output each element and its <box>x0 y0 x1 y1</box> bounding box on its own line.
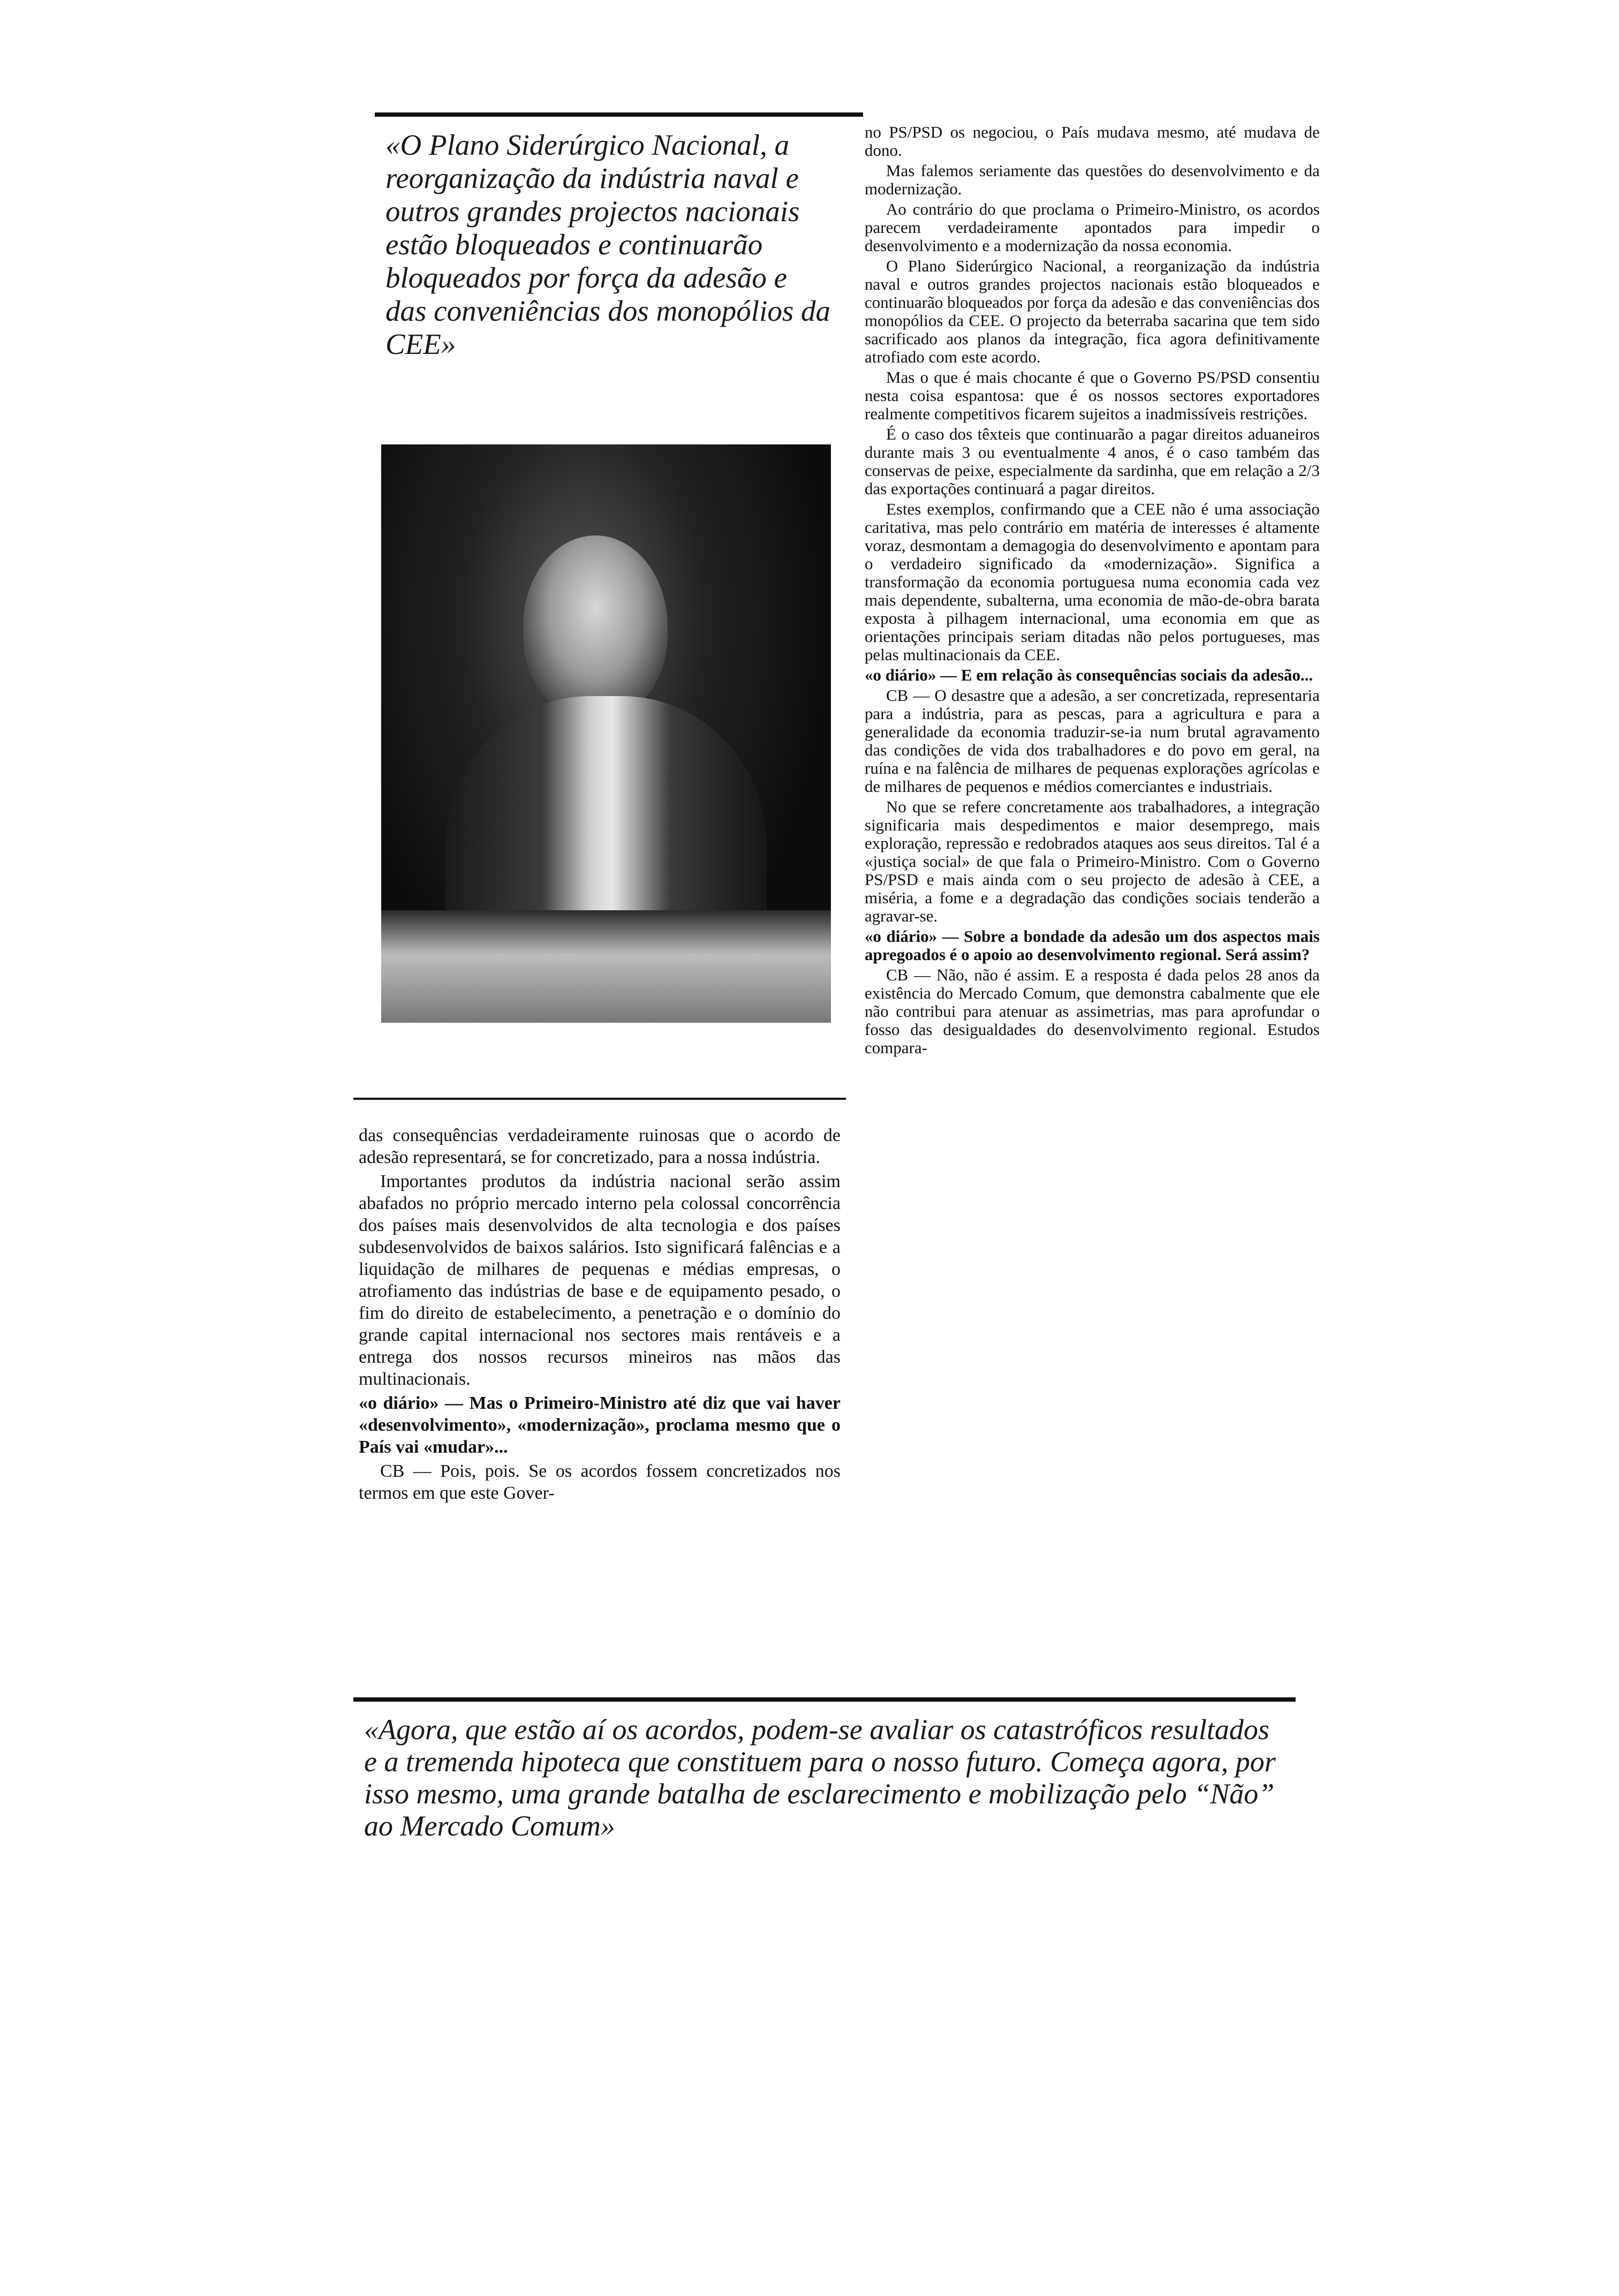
portrait-head <box>523 535 668 718</box>
bottom-rule <box>353 1697 1296 1702</box>
top-pull-quote: «O Plano Siderúrgico Nacional, a reorganização da indústria naval e outros grandes projectos nacionais estão bloqueados e continuarão bloqueados por força da adesão e das conveniências dos monopólios da CEE» <box>385 129 831 360</box>
newspaper-clipping <box>343 80 1322 1906</box>
right-paragraph: Mas falemos seriamente das questões do desenvolvimento e da modernização. <box>865 161 1320 198</box>
right-interview-answer: CB — Não, não é assim. E a resposta é dada pelos 28 anos da existência do Mercado Comum, que demonstra cabalmente que ele não contribui para atenuar as assimetrias, mas para aprofundar o fosso das desigualdades do desenvolvimento regional. Estudos compara- <box>865 965 1320 1057</box>
portrait-foreground <box>381 910 831 1023</box>
right-paragraph: Mas o que é mais chocante é que o Governo PS/PSD consentiu nesta coisa espantosa: que é os nossos sectores exportadores realmente competitivos ficarem sujeitos a inadmissíveis restrições. <box>865 368 1320 423</box>
right-paragraph: O Plano Siderúrgico Nacional, a reorganização da indústria naval e outros grandes projectos nacionais estão bloqueados e continuarão bloqueados por força da adesão e das conveniências dos monopólios da CEE. O projecto da beterraba sacarina que tem sido sacrificado aos planos da integração, fica agora definitivamente atrofiado com este acordo. <box>865 256 1320 366</box>
right-interview-question: «o diário» — E em relação às consequências sociais da adesão... <box>865 666 1313 684</box>
left-column <box>359 1124 841 1506</box>
left-paragraph: Importantes produtos da indústria nacional serão assim abafados no próprio mercado interno pela colossal concorrência dos países mais desenvolvidos de alta tecnologia e dos países subdesenvolvidos de baixos salários. Isto significará falências e a liquidação de milhares de pequenas e médias empresas, o atrofiamento das indústrias de base e de equipamento pesado, o fim do direito de estabelecimento, a penetração e o domínio do grande capital internacional nos sectores mais rentáveis e a entrega dos nossos recursos mineiros nas mãos das multinacionais. <box>359 1172 841 1389</box>
right-interview-answer: CB — O desastre que a adesão, a ser concretizada, representaria para a indústria, para as pescas, para a agricultura e para a generalidade da economia traduzir-se-ia num brutal agravamento das condições de vida dos trabalhadores e do povo em geral, na ruína e na falência de milhares de pequenas explorações agrícolas e de milhares de pequenos e médios comerciantes e industriais. <box>865 686 1320 796</box>
left-interview-answer: CB — Pois, pois. Se os acordos fossem concretizados nos termos em que este Gover- <box>359 1461 841 1503</box>
right-paragraph: É o caso dos têxteis que continuarão a pagar direitos aduaneiros durante mais 3 ou eventualmente 4 anos, é o caso também das conservas de peixe, especialmente da sardinha, que em relação a 2/3 das exportações continuará a pagar direitos. <box>865 425 1320 498</box>
left-column-rule <box>353 1098 846 1100</box>
right-paragraph: no PS/PSD os negociou, o País mudava mesmo, até mudava de dono. <box>865 123 1320 160</box>
left-interview-question: «o diário» — Mas o Primeiro-Ministro até diz que vai haver «desenvolvimento», «modernização», proclama mesmo que o País vai «mudar»... <box>359 1393 841 1457</box>
right-paragraph: Ao contrário do que proclama o Primeiro-Ministro, os acordos parecem verdadeiramente apontados para impedir o desenvolvimento e a modernização da nossa economia. <box>865 200 1320 255</box>
right-paragraph: Estes exemplos, confirmando que a CEE não é uma associação caritativa, mas pelo contrário em matéria de interesses é altamente voraz, desmontam a demagogia do desenvolvimento e apontam para o verdadeiro significado da «modernização». Significa a transformação da economia portuguesa numa economia cada vez mais dependente, subalterna, uma economia de mão-de-obra barata exposta à pilhagem internacional, uma economia em que as orientações principais seriam ditadas não pelos portugueses, mas pelas multinacionais da CEE. <box>865 500 1320 664</box>
right-column <box>865 123 1320 1059</box>
left-paragraph: das consequências verdadeiramente ruinosas que o acordo de adesão representará, se for concretizado, para a nossa indústria. <box>359 1126 841 1167</box>
top-rule <box>375 112 863 117</box>
bottom-pull-quote: «Agora, que estão aí os acordos, podem-se avaliar os catastróficos resultados e a tremenda hipoteca que constituem para o nosso futuro. Começa agora, por isso mesmo, uma grande batalha de esclarecimento e mobilização pelo “Não” ao Mercado Comum» <box>364 1713 1276 1842</box>
right-interview-answer: No que se refere concretamente aos trabalhadores, a integração significaria mais despedimentos e maior desemprego, mais exploração, repressão e redobrados ataques aos seus direitos. Tal é a «justiça social» de que fala o Primeiro-Ministro. Com o Governo PS/PSD e mais ainda com o seu projecto de adesão à CEE, a miséria, a fome e a degradação das condições sociais tenderão a agravar-se. <box>865 797 1320 925</box>
portrait-photo <box>381 444 831 1023</box>
right-interview-question: «o diário» — Sobre a bondade da adesão um dos aspectos mais apregoados é o apoio ao desenvolvimento regional. Será assim? <box>865 927 1320 964</box>
